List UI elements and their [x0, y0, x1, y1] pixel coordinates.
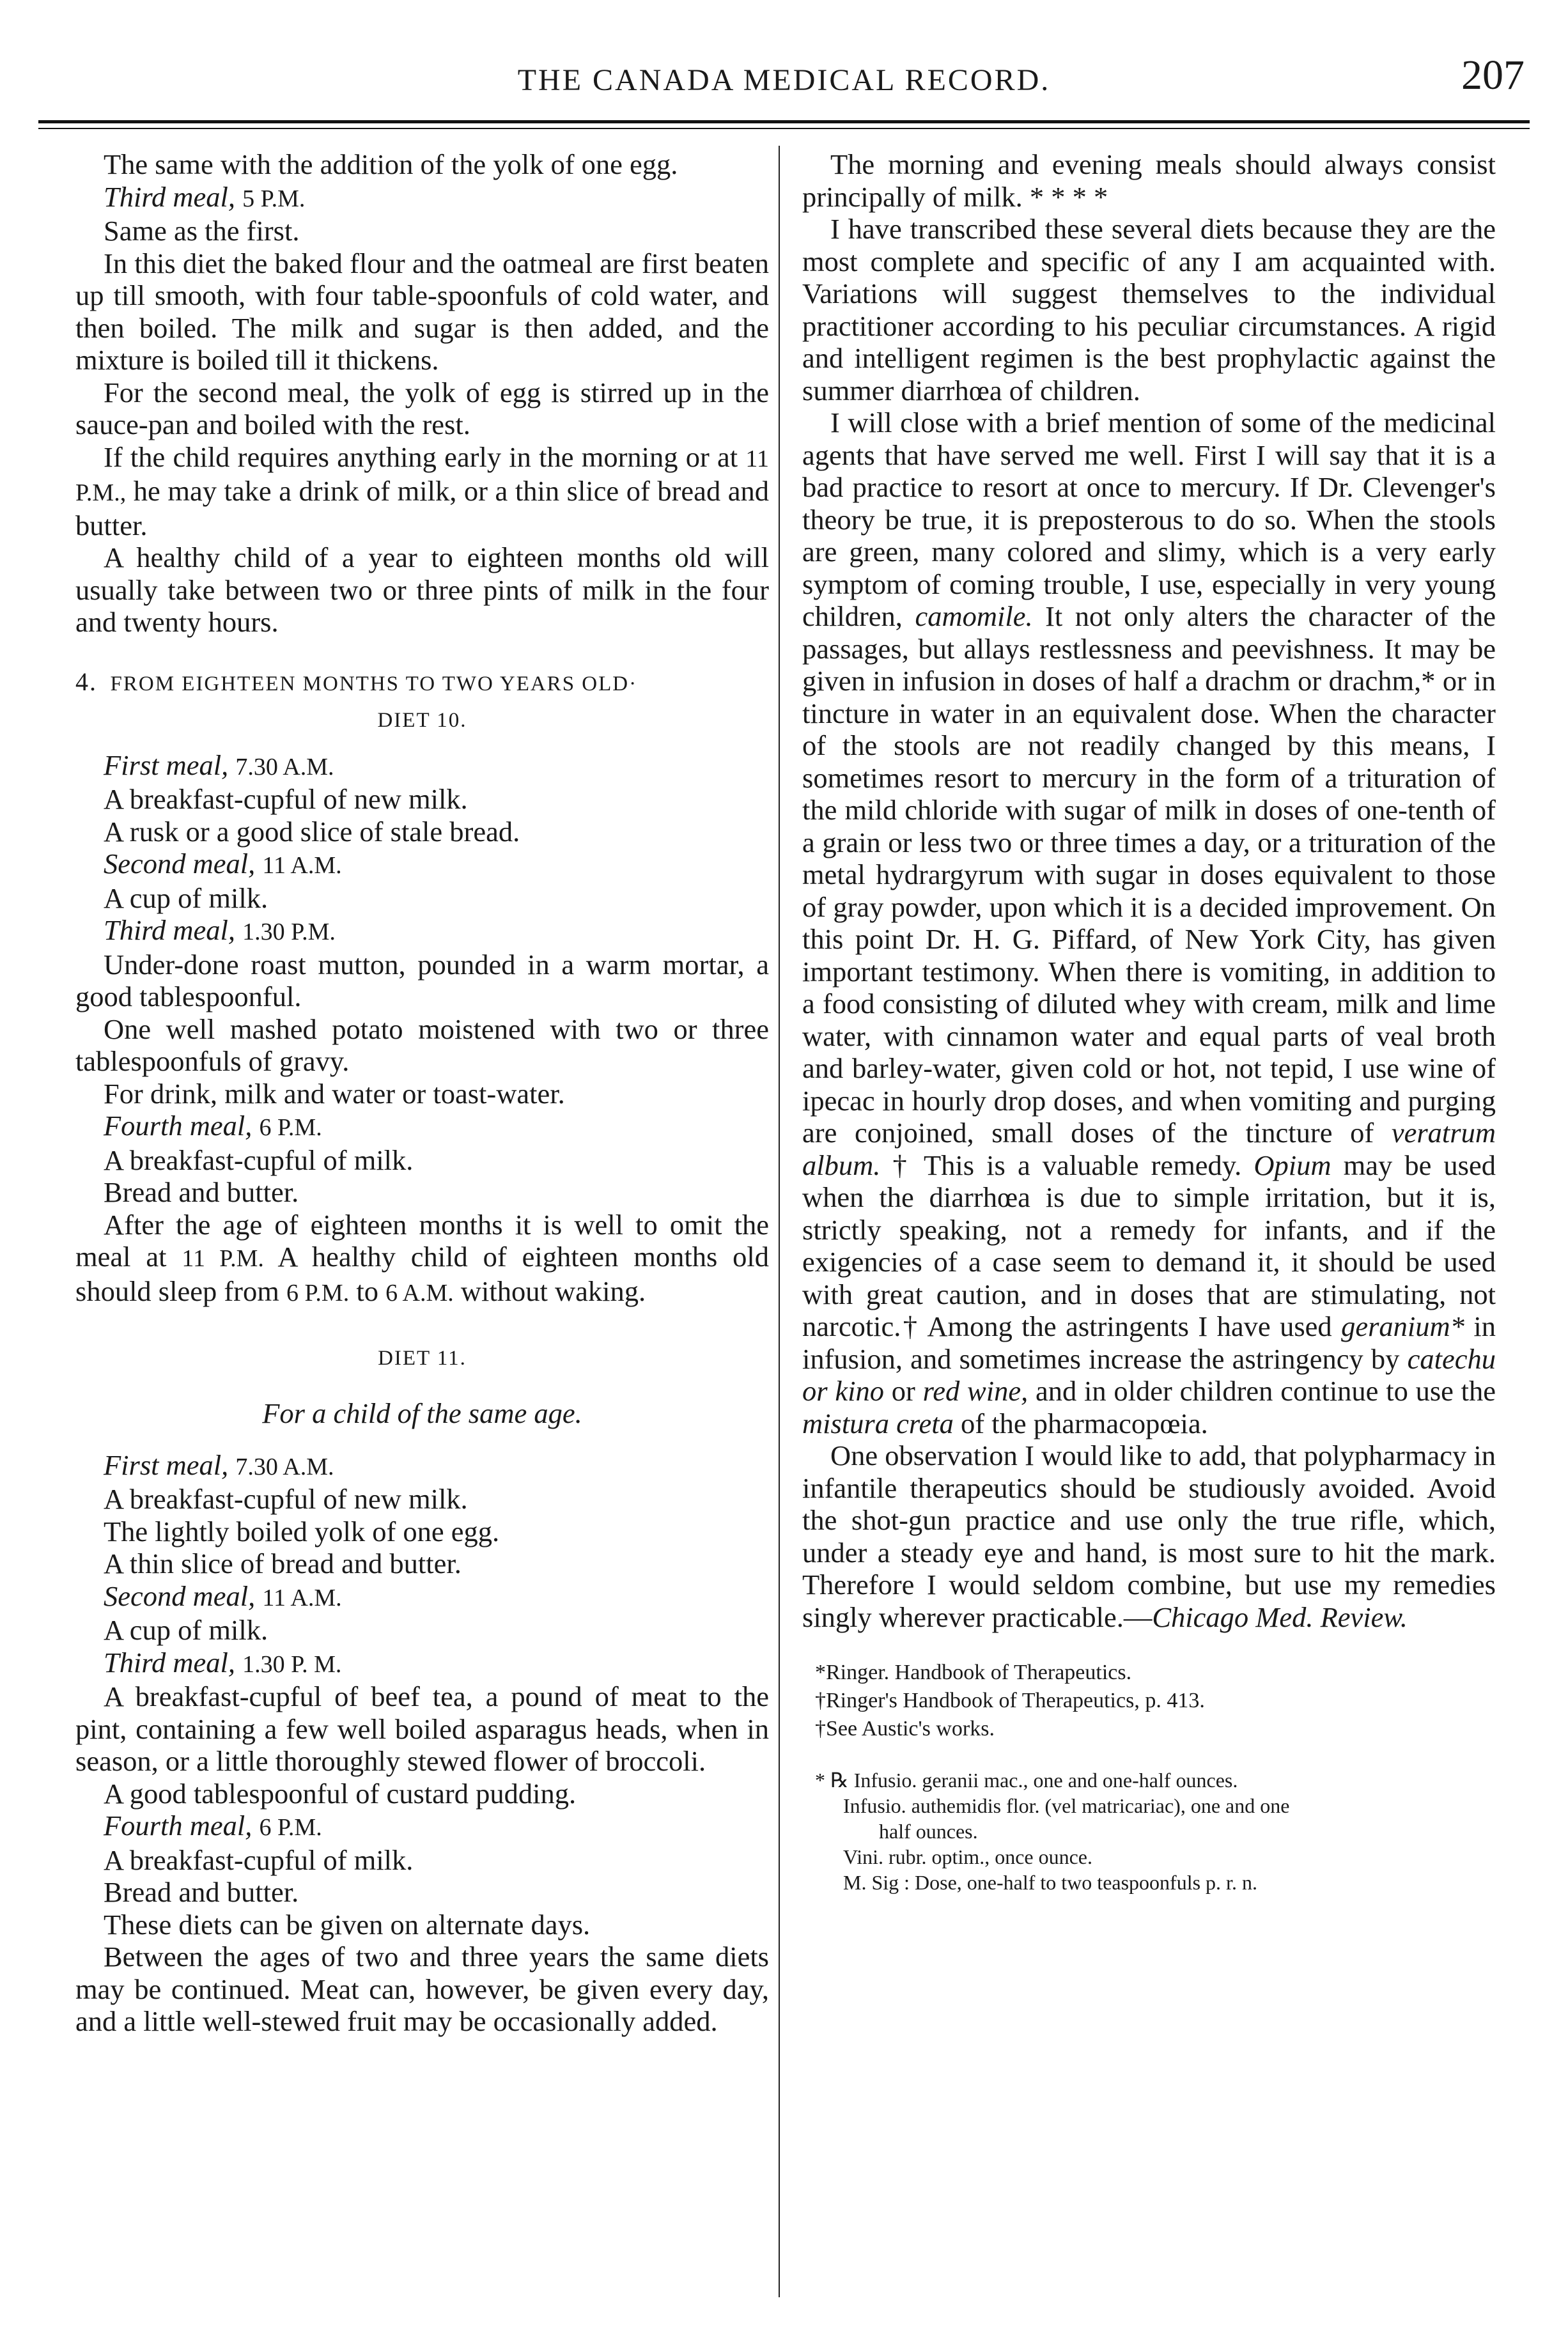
meal-time: 7.30 A.M.	[235, 753, 334, 780]
time-text: 6 A.M.	[385, 1279, 454, 1307]
paragraph	[75, 1209, 769, 1310]
meal-heading	[104, 914, 769, 949]
diet-line: A cup of milk.	[104, 1614, 268, 1646]
meal-label: Fourth meal,	[104, 1110, 252, 1142]
prescription-line: Infusio. authemidis flor. (vel matricariac), one and one	[843, 1794, 1290, 1817]
diet-line: A good tablespoonful of custard pudding.	[104, 1777, 577, 1810]
meal-time: 11 A.M.	[262, 852, 342, 879]
footnote: *Ringer. Handbook of Therapeutics.	[815, 1661, 1132, 1684]
meal-label: Fourth meal,	[104, 1810, 252, 1842]
diet-line: A thin slice of bread and butter.	[104, 1547, 462, 1579]
section-title: FROM EIGHTEEN MONTHS TO TWO YEARS OLD·	[110, 672, 638, 695]
italic-term: mistura creta	[802, 1407, 954, 1439]
diet-line: A breakfast-cupful of beef tea, a pound of meat to the pint, containing a few well boiled asparagus heads, when in season, or a little thoroughly stewed flower of broccoli.	[75, 1680, 769, 1777]
paragraph	[802, 1439, 1496, 1633]
diet-line: A breakfast-cupful of milk.	[104, 1843, 414, 1876]
right-column	[802, 148, 1496, 2297]
meal-heading	[104, 1449, 769, 1484]
prescription-line: M. Sig : Dose, one-half to two teaspoonfuls p. r. n.	[843, 1871, 1257, 1894]
paragraph: Between the ages of two and three years the same diets may be continued. Meat can, however, be given every day, and a little well-stewed fruit may be occasionally added.	[75, 1941, 769, 2037]
meal-heading	[104, 1647, 769, 1681]
prescription-line: * ℞ Infusio. geranii mac., one and one-half ounces.	[815, 1769, 1238, 1792]
meal-time: 6 P.M.	[259, 1114, 322, 1141]
left-column	[75, 148, 769, 2297]
prescription-line: Vini. rubr. optim., once ounce.	[843, 1845, 1092, 1868]
diet-line: These diets can be given on alternate days.	[104, 1908, 591, 1941]
paragraph: A healthy child of a year to eighteen months old will usually take between two or three pints of milk in the four and twenty hours.	[75, 541, 769, 638]
italic-term: camomile.	[915, 600, 1033, 632]
meal-heading	[104, 181, 769, 215]
italic-term: veratrum album.	[802, 1117, 1496, 1181]
italic-term: Opium	[1254, 1149, 1331, 1181]
meal-heading	[104, 1110, 769, 1144]
diet-line: One well mashed potato moistened with two or three tablespoonfuls of gravy.	[75, 1012, 769, 1077]
meal-label: Second meal,	[104, 1579, 256, 1612]
page-header	[38, 51, 1530, 121]
diet-line: Bread and butter.	[104, 1876, 299, 1908]
text-run: and in older children continue to use the	[1036, 1375, 1496, 1407]
text-run: If the child requires anything early in the morning or at	[104, 440, 738, 473]
meal-time: 6 P.M.	[259, 1814, 322, 1841]
meal-label: Third meal,	[104, 180, 236, 213]
text-run: in infusion, and sometimes increase the astringency by	[802, 1310, 1496, 1375]
section-heading	[75, 667, 769, 699]
prescription-line: half ounces.	[879, 1820, 978, 1843]
diet-heading: DIET 11.	[378, 1347, 467, 1370]
paragraph: For the second meal, the yolk of egg is stirred up in the sauce-pan and boiled with the rest.	[75, 376, 769, 440]
time-text: 11 P.M.,	[75, 445, 769, 506]
meal-label: Third meal,	[104, 914, 236, 946]
diet-line: Under-done roast mutton, pounded in a warm mortar, a good tablespoonful.	[75, 948, 769, 1012]
diet-heading: DIET 10.	[377, 708, 467, 732]
paragraph: I have transcribed these several diets because they are the most complete and specific of any I am acquainted with. Variations will suggest themselves to the individual practitioner according to his peculiar circumstances. A rigid and intelligent regimen is the best prophylactic against the summer diarrhœa of children.	[802, 213, 1496, 407]
text-run: After the age of eighteen months it is well to omit the meal at	[75, 1208, 769, 1273]
diet-line: A breakfast-cupful of milk.	[104, 1144, 414, 1176]
paragraph: The morning and evening meals should always consist principally of milk. * * * *	[802, 148, 1496, 213]
italic-term: geranium*	[1341, 1310, 1464, 1342]
meal-heading	[104, 749, 769, 784]
section-number: 4.	[75, 667, 97, 696]
diet-line: A breakfast-cupful of new milk.	[104, 783, 468, 815]
meal-time: 11 A.M.	[262, 1584, 342, 1611]
time-text: 11 P.M.	[182, 1245, 264, 1272]
text-run: It not only alters the character of the passages, but allays restlessness and peevishness. It may be given in infusion in doses of half a drachm or drachm,* or in tincture in water in an equivalent dose. When the character of the stools are not readily changed by this means, I sometimes resort to mercury in the form of a trituration of the mild chloride with sugar of milk in doses of one-tenth of a grain or less two or three times a day, or a trituration of the metal hydrargyrum with sugar in doses equivalent to those of gray powder, upon which it is a decided improvement. On this point Dr. H. G. Piffard, of New York City, has given important testimony. When there is vomiting, in addition to a food consisting of diluted whey with cream, milk and lime water, with cinnamon water and equal parts of veal broth and barley-water, given cold or hot, not tepid, I use wine of ipecac in hourly drop doses, and when vomiting and purging are conjoined, small doses of the tincture of	[802, 600, 1496, 1149]
diet-line: The lightly boiled yolk of one egg.	[104, 1515, 500, 1547]
footnote: †Ringer's Handbook of Therapeutics, p. 413.	[815, 1689, 1205, 1712]
header-rule-thick	[38, 120, 1530, 123]
meal-heading	[104, 1810, 769, 1844]
text-run: he may take a drink of milk, or a thin slice of bread and butter.	[75, 475, 770, 541]
diet-line: A cup of milk.	[104, 881, 268, 914]
text-run: without waking.	[460, 1275, 646, 1307]
running-title: THE CANADA MEDICAL RECORD.	[517, 63, 1051, 97]
meal-label: Third meal,	[104, 1646, 236, 1679]
diet-line: Bread and butter.	[104, 1176, 299, 1208]
meal-heading	[104, 1580, 769, 1615]
text-run: of the pharmacopœia.	[961, 1407, 1208, 1439]
paragraph: In this diet the baked flour and the oatmeal are first beaten up till smooth, with four table-spoonfuls of cold water, and then boiled. The milk and sugar is then added, and the mixture is boiled till it thickens.	[75, 247, 769, 376]
text-run: or	[891, 1375, 915, 1407]
meal-label: Second meal,	[104, 848, 256, 880]
meal-label: First meal,	[104, 748, 229, 781]
meal-label: First meal,	[104, 1448, 229, 1481]
text-run: A healthy child of eighteen months old should sleep from	[75, 1241, 769, 1307]
paragraph: The same with the addition of the yolk of one egg.	[104, 148, 678, 180]
meal-time: 1.30 P.M.	[242, 919, 336, 945]
footnote: †See Austic's works.	[815, 1717, 995, 1741]
text-run: may be used when the diarrhœa is due to simple irritation, but it is, strictly speaking, not a remedy for infants, and if the exigencies of a case seem to demand it, it should be used with great caution, and in doses that are stimulating, not narcotic.† Among the astringents I have used	[802, 1149, 1496, 1342]
text-run: to	[356, 1275, 378, 1307]
diet-subheading: For a child of the same age.	[262, 1397, 582, 1429]
diet-line: A rusk or a good slice of stale bread.	[104, 815, 520, 848]
italic-term: red wine,	[922, 1375, 1029, 1407]
text-run: † This is a valuable remedy.	[892, 1149, 1242, 1181]
diet-line: A breakfast-cupful of new milk.	[104, 1483, 468, 1515]
text-run: One observation I would like to add, that polypharmacy in infantile therapeutics should be studiously avoided. Avoid the shot-gun practice and use only the true rifle, which, under a steady eye and hand, is most sure to hit the mark. Therefore I would seldom combine, but use my remedies singly wherever practicable.—	[802, 1439, 1496, 1633]
paragraph: Same as the first.	[104, 215, 300, 247]
time-text: 6 P.M.	[286, 1279, 350, 1307]
meal-time: 1.30 P. M.	[242, 1650, 342, 1678]
header-rule-thin	[38, 128, 1530, 129]
column-divider	[779, 146, 780, 2297]
paragraph	[75, 441, 769, 542]
page-number: 207	[1461, 52, 1525, 98]
source-citation: Chicago Med. Review.	[1152, 1601, 1408, 1633]
text-run: I will close with a brief mention of some of the medicinal agents that have served me well. First I will say that it is a bad practice to resort at once to mercury. If Dr. Clevenger's theory be true, it is preposterous to do so. When the stools are green, many colored and slimy, which is a very early symptom of coming trouble, I use, especially in very young children,	[802, 407, 1496, 632]
italic-term: catechu or kino	[802, 1342, 1496, 1407]
meal-time: 5 P.M.	[242, 185, 306, 212]
diet-line: For drink, milk and water or toast-water.	[104, 1077, 565, 1110]
paragraph	[802, 407, 1496, 1439]
meal-heading	[104, 848, 769, 882]
meal-time: 7.30 A.M.	[235, 1453, 334, 1480]
